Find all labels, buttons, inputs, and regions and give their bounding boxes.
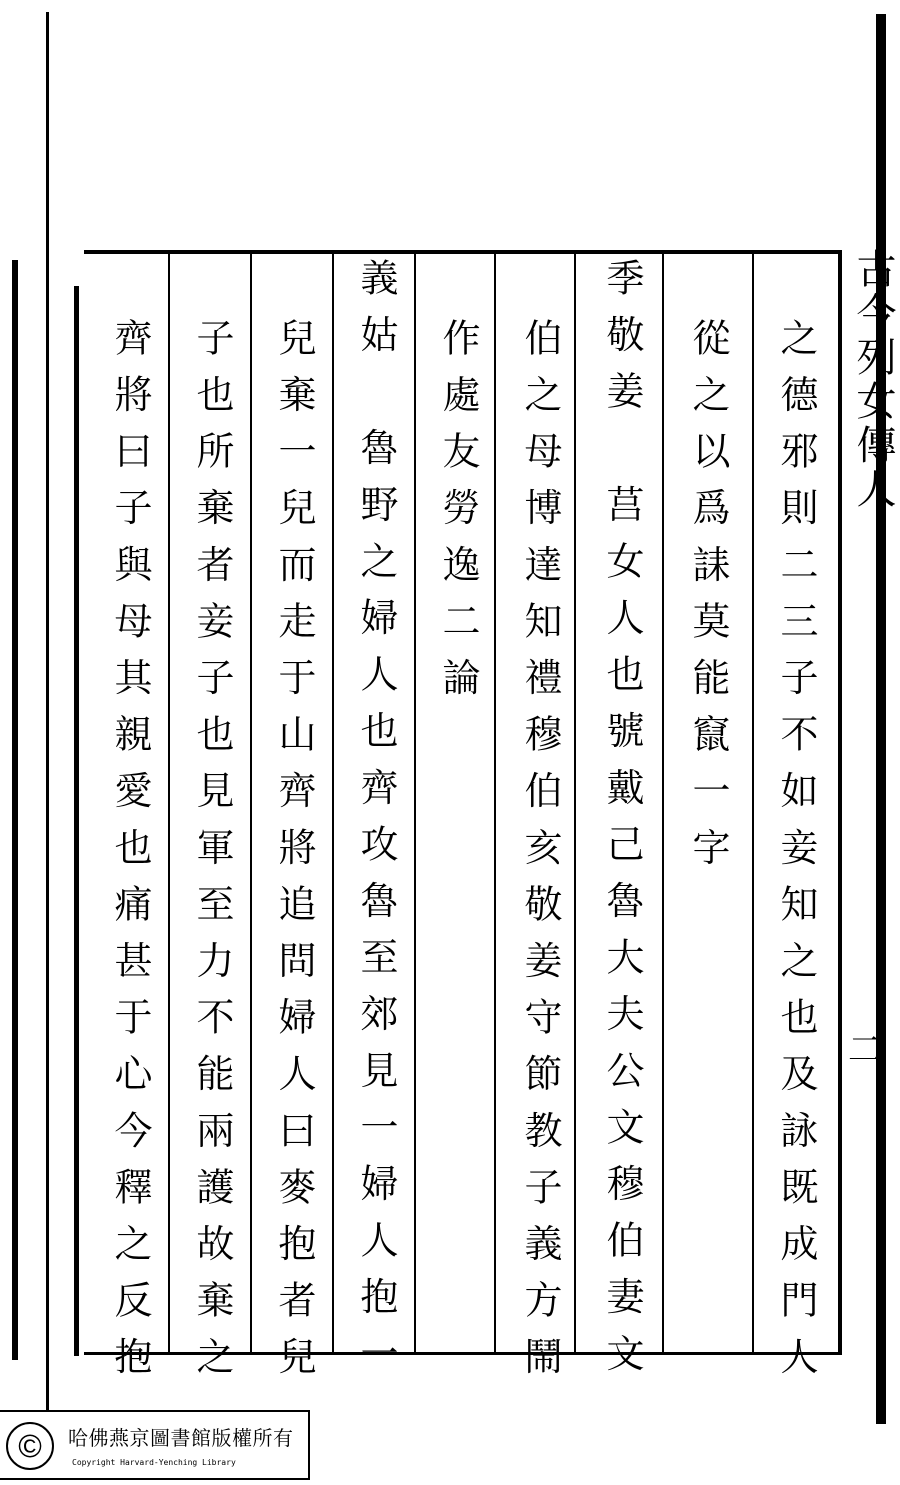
stamp-chinese-text: 哈佛燕京圖書館版權所有 (68, 1426, 294, 1450)
stamp-english-text: Copyright Harvard-Yenching Library (72, 1458, 236, 1467)
text-column: 子也所棄者妾子也見軍至力不能兩護故棄之 (190, 318, 234, 1394)
right-border (838, 250, 842, 1355)
folio-number: 二 (848, 1030, 882, 1070)
column-rule (168, 254, 170, 1354)
page-edge-left (46, 12, 49, 1412)
column-rule (662, 254, 664, 1354)
text-column: 季敬姜 莒女人也號戴己魯大夫公文穆伯妻文 (600, 258, 644, 1390)
column-rule (752, 254, 754, 1354)
column-rule (414, 254, 416, 1354)
top-border (84, 250, 842, 254)
text-column: 從之以爲誄莫能竄一字 (686, 318, 730, 884)
copyright-stamp (0, 1410, 310, 1480)
column-rule (332, 254, 334, 1354)
text-column: 伯之母博達知禮穆伯亥敬姜守節教子義方鬧 (518, 318, 562, 1394)
spine-line (876, 14, 886, 1424)
text-column: 之德邪則二三子不如妾知之也及詠既成門人 (774, 318, 818, 1394)
column-rule (494, 254, 496, 1354)
text-column: 齊將曰子與母其親愛也痛甚于心今釋之反抱 (108, 318, 152, 1394)
gutter-title: 古今列女傳人 (850, 248, 896, 512)
column-rule (250, 254, 252, 1354)
left-border (74, 286, 79, 1356)
page-edge-outer (12, 260, 18, 1360)
column-rule (574, 254, 576, 1354)
text-column: 兒棄一兒而走于山齊將追問婦人曰麥抱者兒 (272, 318, 316, 1394)
copyright-icon: © (6, 1422, 54, 1470)
text-column: 作處友勞逸二論 (436, 318, 480, 715)
text-column: 義姑 魯野之婦人也齊攻魯至郊見一婦人抱一 (354, 258, 398, 1390)
